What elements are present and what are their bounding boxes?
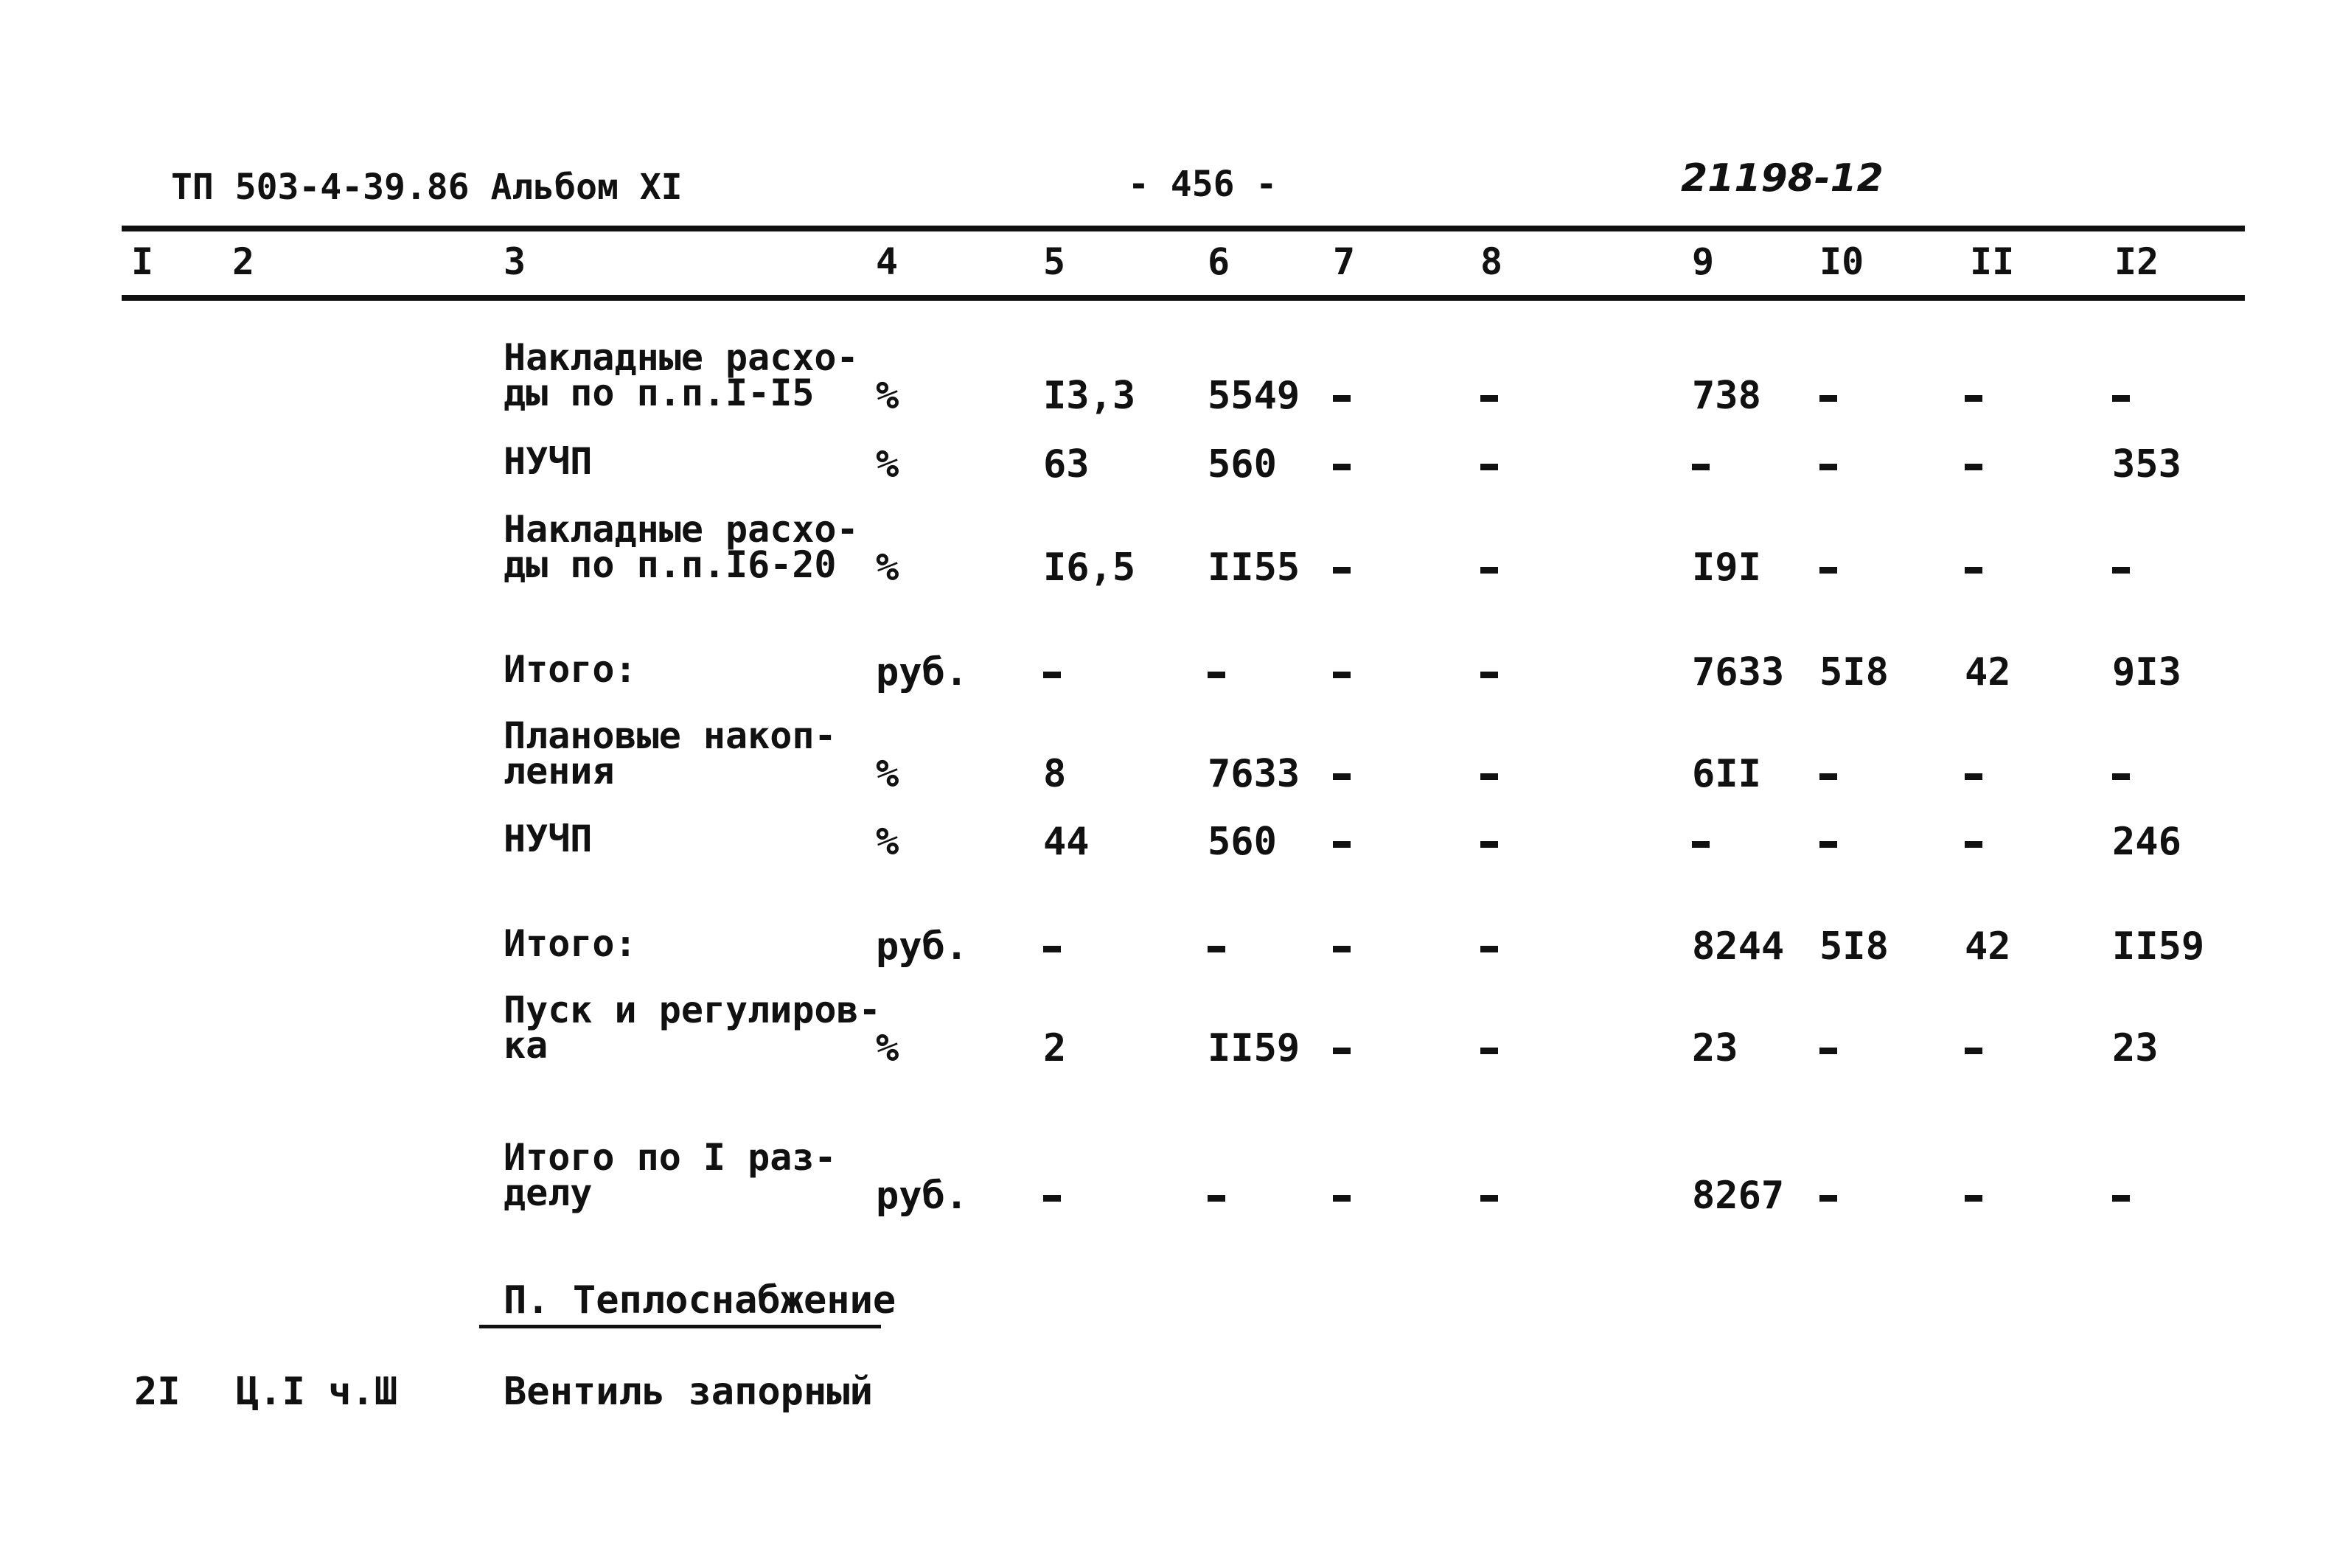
col9-cell: I9I	[1692, 546, 1761, 590]
unit-cell: руб.	[876, 1174, 969, 1218]
col12-cell: 9I3	[2112, 650, 2181, 694]
col11-cell	[1965, 377, 1982, 415]
section-underline	[479, 1325, 881, 1328]
dash-mark	[1480, 672, 1498, 678]
dash-mark	[1043, 946, 1061, 952]
dash-mark	[1480, 567, 1498, 574]
dash-mark	[1819, 567, 1837, 574]
col5-cell	[1043, 927, 1061, 966]
unit-cell: руб.	[876, 924, 969, 969]
col6-cell: II55	[1208, 546, 1300, 590]
col5-cell: I3,3	[1043, 374, 1136, 418]
col7-cell	[1333, 548, 1351, 587]
row-description: Итого по I раз- делу	[504, 1136, 837, 1214]
col9-cell: 6II	[1692, 752, 1761, 796]
item-reference: Ц.I ч.Ш	[236, 1370, 398, 1414]
dash-mark	[1480, 1195, 1498, 1202]
col7-cell	[1333, 377, 1351, 415]
col12-cell: 353	[2112, 442, 2181, 487]
col10-cell	[1819, 823, 1837, 861]
dash-mark	[1333, 672, 1351, 678]
col7-cell	[1333, 1029, 1351, 1067]
col9-cell	[1692, 445, 1710, 484]
column-number: I	[131, 240, 154, 283]
col5-cell: 63	[1043, 442, 1090, 487]
col12-cell: 23	[2112, 1026, 2159, 1070]
col10-cell	[1819, 1029, 1837, 1067]
col5-cell	[1043, 653, 1061, 691]
table-header-rule	[122, 295, 2245, 301]
dash-mark	[1208, 946, 1225, 952]
section-title: П. Теплоснабжение	[504, 1278, 896, 1323]
unit-cell: %	[876, 820, 899, 864]
col10-cell: 5I8	[1819, 650, 1889, 694]
row-description: Итого:	[504, 922, 637, 965]
col9-cell: 8244	[1692, 924, 1785, 969]
col6-cell	[1208, 653, 1225, 691]
dash-mark	[2112, 395, 2130, 402]
col5-cell	[1043, 1177, 1061, 1215]
dash-mark	[1819, 773, 1837, 780]
col10-cell	[1819, 755, 1837, 793]
column-number: 3	[504, 240, 526, 283]
column-number: II	[1970, 240, 2015, 283]
col5-cell: I6,5	[1043, 546, 1136, 590]
dash-mark	[1692, 841, 1710, 848]
dash-mark	[1819, 395, 1837, 402]
col7-cell	[1333, 927, 1351, 966]
unit-cell: %	[876, 442, 899, 487]
document-code: ТП 503-4-39.86 Альбом XI	[171, 167, 683, 208]
dash-mark	[2112, 567, 2130, 574]
column-number: I0	[1819, 240, 1864, 283]
row-description: НУЧП	[504, 818, 593, 860]
col9-cell: 738	[1692, 374, 1761, 418]
col9-cell: 8267	[1692, 1174, 1785, 1218]
col8-cell	[1480, 927, 1498, 966]
item-description: Вентиль запорный	[504, 1370, 873, 1414]
col5-cell: 2	[1043, 1026, 1067, 1070]
col11-cell	[1965, 1029, 1982, 1067]
row-description: Пуск и регулиров- ка	[504, 989, 881, 1067]
col8-cell	[1480, 377, 1498, 415]
col7-cell	[1333, 823, 1351, 861]
col12-cell	[2112, 548, 2130, 587]
dash-mark	[1333, 1048, 1351, 1054]
column-number: 8	[1480, 240, 1503, 283]
column-number: I2	[2114, 240, 2159, 283]
col12-cell: 246	[2112, 820, 2181, 864]
col6-cell	[1208, 927, 1225, 966]
dash-mark	[2112, 773, 2130, 780]
col7-cell	[1333, 755, 1351, 793]
col6-cell: II59	[1208, 1026, 1300, 1070]
column-number: 4	[876, 240, 899, 283]
dash-mark	[1043, 1195, 1061, 1202]
col11-cell: 42	[1965, 924, 2011, 969]
dash-mark	[1819, 1048, 1837, 1054]
dash-mark	[1333, 946, 1351, 952]
col12-cell: II59	[2112, 924, 2205, 969]
dash-mark	[1208, 1195, 1225, 1202]
col10-cell	[1819, 445, 1837, 484]
dash-mark	[1480, 773, 1498, 780]
col10-cell	[1819, 548, 1837, 587]
col8-cell	[1480, 1177, 1498, 1215]
col12-cell	[2112, 755, 2130, 793]
col10-cell	[1819, 1177, 1837, 1215]
dash-mark	[1480, 395, 1498, 402]
dash-mark	[1819, 841, 1837, 848]
dash-mark	[1333, 841, 1351, 848]
col8-cell	[1480, 823, 1498, 861]
dash-mark	[1965, 395, 1982, 402]
dash-mark	[1480, 464, 1498, 470]
dash-mark	[1333, 1195, 1351, 1202]
dash-mark	[1333, 773, 1351, 780]
unit-cell: %	[876, 752, 899, 796]
column-number: 7	[1333, 240, 1356, 283]
dash-mark	[1043, 672, 1061, 678]
col6-cell: 560	[1208, 820, 1277, 864]
dash-mark	[1965, 773, 1982, 780]
col11-cell	[1965, 548, 1982, 587]
col12-cell	[2112, 377, 2130, 415]
col6-cell: 5549	[1208, 374, 1300, 418]
dash-mark	[1208, 672, 1225, 678]
unit-cell: %	[876, 1026, 899, 1070]
archive-number: 21198-12	[1681, 156, 1884, 201]
col11-cell	[1965, 823, 1982, 861]
col10-cell: 5I8	[1819, 924, 1889, 969]
col9-cell: 23	[1692, 1026, 1738, 1070]
col5-cell: 8	[1043, 752, 1067, 796]
col11-cell	[1965, 755, 1982, 793]
dash-mark	[1965, 1195, 1982, 1202]
dash-mark	[1333, 464, 1351, 470]
col8-cell	[1480, 1029, 1498, 1067]
dash-mark	[1480, 1048, 1498, 1054]
col8-cell	[1480, 548, 1498, 587]
row-description: Итого:	[504, 648, 637, 691]
dash-mark	[1819, 1195, 1837, 1202]
col11-cell: 42	[1965, 650, 2011, 694]
col11-cell	[1965, 445, 1982, 484]
col7-cell	[1333, 445, 1351, 484]
col8-cell	[1480, 755, 1498, 793]
col7-cell	[1333, 653, 1351, 691]
dash-mark	[1333, 395, 1351, 402]
col6-cell: 560	[1208, 442, 1277, 487]
col6-cell: 7633	[1208, 752, 1300, 796]
row-description: Плановые накоп- ления	[504, 714, 837, 792]
col11-cell	[1965, 1177, 1982, 1215]
dash-mark	[1965, 1048, 1982, 1054]
dash-mark	[1692, 464, 1710, 470]
col10-cell	[1819, 377, 1837, 415]
item-number: 2I	[134, 1370, 181, 1414]
col8-cell	[1480, 653, 1498, 691]
dash-mark	[1819, 464, 1837, 470]
column-number: 5	[1043, 240, 1066, 283]
col12-cell	[2112, 1177, 2130, 1215]
dash-mark	[2112, 1195, 2130, 1202]
unit-cell: %	[876, 546, 899, 590]
column-number: 6	[1208, 240, 1230, 283]
col6-cell	[1208, 1177, 1225, 1215]
row-description: Накладные расхо- ды по п.п.I-I5	[504, 336, 859, 414]
col8-cell	[1480, 445, 1498, 484]
column-number: 9	[1692, 240, 1715, 283]
dash-mark	[1480, 841, 1498, 848]
page-number: - 456 -	[1128, 164, 1278, 205]
dash-mark	[1480, 946, 1498, 952]
row-description: НУЧП	[504, 440, 593, 483]
column-number: 2	[232, 240, 255, 283]
dash-mark	[1965, 464, 1982, 470]
dash-mark	[1965, 841, 1982, 848]
col7-cell	[1333, 1177, 1351, 1215]
unit-cell: %	[876, 374, 899, 418]
row-description: Накладные расхо- ды по п.п.I6-20	[504, 508, 859, 586]
table-top-rule	[122, 226, 2245, 231]
col9-cell: 7633	[1692, 650, 1785, 694]
dash-mark	[1965, 567, 1982, 574]
col9-cell	[1692, 823, 1710, 861]
col5-cell: 44	[1043, 820, 1090, 864]
dash-mark	[1333, 567, 1351, 574]
unit-cell: руб.	[876, 650, 969, 694]
